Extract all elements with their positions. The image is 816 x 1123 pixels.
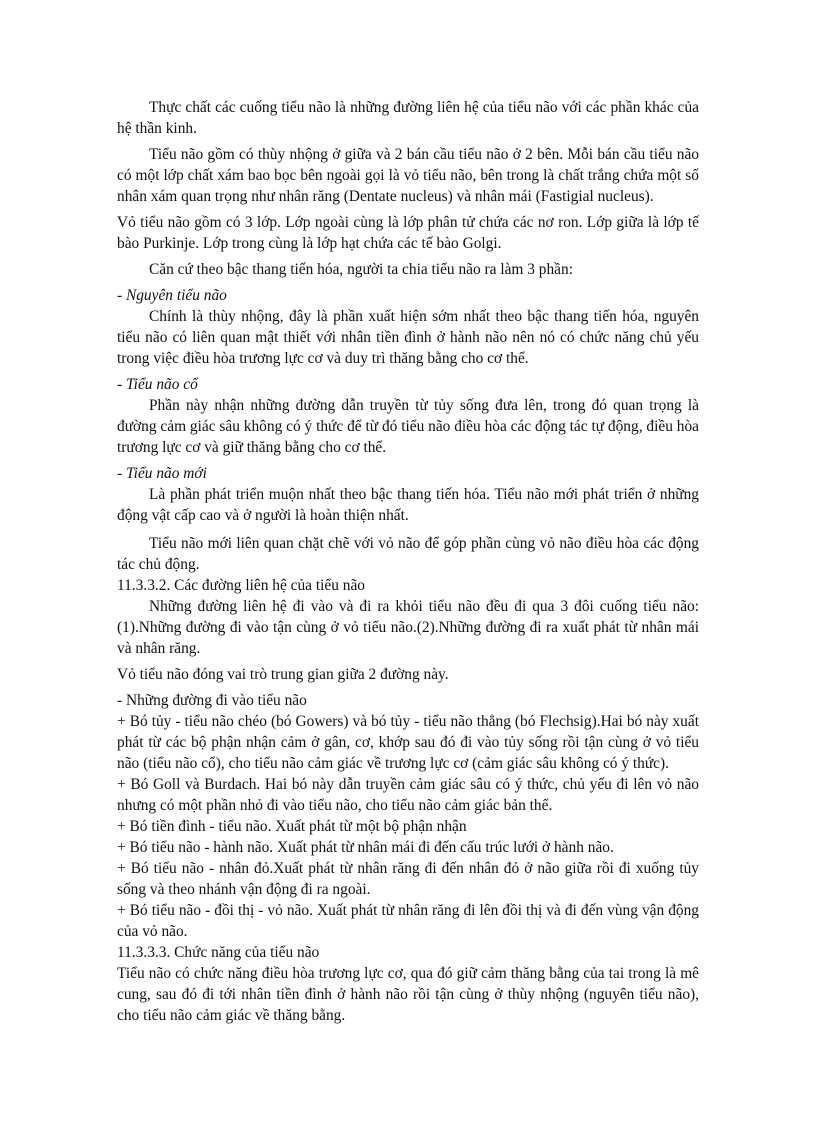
paragraph-archicerebellum: Chính là thùy nhộng, đây là phần xuất hiện sớm nhất theo bậc thang tiến hóa, nguyên tiểu não có liên quan mật thiết với nhân tiền đình ở hành não nên nó có chức năng chủ yếu trong việc điều hòa trương lực cơ và duy trì thăng bằng cho cơ thể. (117, 308, 699, 367)
paragraph-cortex-intermediary: Vỏ tiểu não đóng vai trò trung gian giữa 2 đường này. (117, 666, 449, 683)
section-heading-functions: 11.3.3.3. Chức năng của tiểu não (117, 944, 320, 961)
paragraph-evolution-intro: Căn cứ theo bậc thang tiến hóa, người ta chia tiểu não ra làm 3 phần: (149, 261, 573, 278)
list-item-goll-burdach: + Bó Goll và Burdach. Hai bó này dẫn truyền cảm giác sâu có ý thức, chủ yếu đi lên vỏ não nhưng có một phần nhỏ đi vào tiểu não, cho tiểu não cảm giác bản thể. (117, 776, 699, 814)
paragraph-structure: Tiểu não gồm có thùy nhộng ở giữa và 2 bán cầu tiểu não ở 2 bên. Mỗi bán cầu tiểu não có một lớp chất xám bao bọc bên ngoài gọi là vỏ tiểu não, bên trong là chất trắng chứa một số nhân xám quan trọng như nhân răng (Dentate nucleus) và nhân mái (Fastigial nucleus). (117, 146, 699, 205)
paragraph-cortex-layers: Vỏ tiểu não gồm có 3 lớp. Lớp ngoài cùng là lớp phân tử chứa các nơ ron. Lớp giữa là lớp tế bào Purkinje. Lớp trong cùng là lớp hạt chứa các tế bào Golgi. (117, 214, 699, 252)
paragraph-connections: Những đường liên hệ đi vào và đi ra khỏi tiểu não đều đi qua 3 đôi cuống tiểu não: (1).Những đường đi vào tận cùng ở vỏ tiểu não.(2).Những đường đi ra xuất phát từ nhân mái và nhân răng. (117, 598, 699, 657)
list-item-spinocerebellar: + Bó tủy - tiểu não chéo (bó Gowers) và bó tủy - tiểu não thẳng (bó Flechsig).Hai bó này xuất phát từ các bộ phận nhận cảm ở gân, cơ, khớp sau đó đi vào tủy sống rồi tận cùng ở vỏ tiểu não (tiểu não cổ), cho tiểu não cảm giác về trương lực cơ (cảm giác sâu không có ý thức). (117, 713, 699, 772)
paragraph-neocerebellum-cortex: Tiểu não mới liên quan chặt chẽ với vỏ não để góp phần cùng vỏ não điều hòa các động tác chủ động. (117, 535, 699, 573)
list-item-vestibulocerebellar: + Bó tiền đình - tiểu não. Xuất phát từ một bộ phận nhận (117, 818, 467, 835)
heading-afferent-pathways: - Những đường đi vào tiểu não (117, 692, 307, 709)
paragraph-neocerebellum: Là phần phát triển muộn nhất theo bậc thang tiến hóa. Tiểu não mới phát triển ở những động vật cấp cao và ở người là hoàn thiện nhất. (117, 486, 699, 524)
heading-paleocerebellum: - Tiểu não cổ (117, 376, 198, 393)
heading-archicerebellum: - Nguyên tiểu não (117, 287, 227, 304)
list-item-cerebello-thalamo-cortical: + Bó tiểu não - đồi thị - vỏ não. Xuất phát từ nhân răng đi lên đồi thị và đi đến vùng vận động của vỏ não. (117, 902, 699, 940)
list-item-cerebello-medullary: + Bó tiểu não - hành não. Xuất phát từ nhân mái đi đến cấu trúc lưới ở hành não. (117, 839, 614, 856)
section-heading-connections: 11.3.3.2. Các đường liên hệ của tiểu não (117, 577, 365, 594)
paragraph-peduncles: Thực chất các cuống tiểu não là những đường liên hệ của tiểu não với các phần khác của hệ thần kinh. (117, 99, 699, 137)
heading-neocerebellum: - Tiểu não mới (117, 465, 207, 482)
paragraph-functions: Tiểu não có chức năng điều hòa trương lực cơ, qua đó giữ cảm thăng bằng của tai trong là mê cung, sau đó đi tới nhân tiền đình ở hành não rồi tận cùng ở thùy nhộng (nguyên tiểu não), cho tiểu não cảm giác về thăng bằng. (117, 965, 699, 1024)
document-page (117, 97, 699, 1026)
list-item-cerebello-rubral: + Bó tiểu não - nhân đỏ.Xuất phát từ nhân răng đi đến nhân đỏ ở não giữa rồi đi xuống tủy sống và theo nhánh vận động đi ra ngoài. (117, 860, 699, 898)
paragraph-paleocerebellum: Phần này nhận những đường dẫn truyền từ tủy sống đưa lên, trong đó quan trọng là đường cảm giác sâu không có ý thức để từ đó tiểu não điều hòa các động tác tự động, điều hòa trương lực cơ và giữ thăng bằng cho cơ thể. (117, 397, 699, 456)
